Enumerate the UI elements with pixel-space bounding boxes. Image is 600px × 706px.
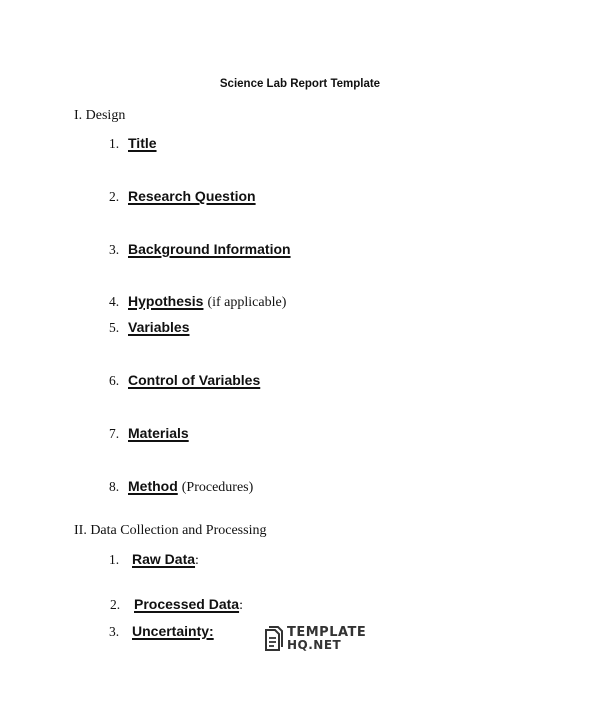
list-item — [109, 550, 199, 570]
watermark-text — [287, 627, 366, 651]
item-note: (Procedures) — [181, 480, 254, 495]
item-number: 4. — [109, 294, 120, 309]
section-heading-design: I. Design — [74, 108, 126, 123]
list-item — [109, 187, 256, 206]
item-label: Processed Data — [134, 596, 240, 612]
list-item — [109, 240, 291, 259]
watermark-logo — [264, 626, 366, 652]
item-label: Research Question — [128, 188, 256, 204]
item-label: Title — [128, 135, 157, 151]
item-number: 2. — [109, 189, 120, 204]
item-number: 1. — [109, 552, 120, 567]
item-number: 5. — [109, 320, 120, 335]
item-label: Variables — [128, 319, 190, 335]
item-label: Raw Data — [132, 551, 196, 567]
list-item — [109, 134, 157, 153]
item-label: Hypothesis — [128, 293, 204, 309]
item-suffix: : — [195, 553, 199, 568]
item-number: 7. — [109, 426, 120, 441]
list-item — [109, 477, 253, 497]
item-label: Uncertainty: — [132, 623, 214, 639]
item-number: 6. — [109, 373, 120, 388]
page-title: Science Lab Report Template — [219, 78, 381, 90]
item-number: 2. — [110, 597, 121, 612]
item-number: 3. — [109, 242, 120, 257]
list-item — [109, 318, 190, 337]
item-label: Control of Variables — [128, 372, 261, 388]
document-icon — [264, 626, 284, 652]
list-item — [109, 622, 214, 641]
item-note: (if applicable) — [207, 295, 287, 310]
list-item — [109, 371, 260, 390]
item-number: 3. — [109, 624, 120, 639]
item-number: 1. — [109, 136, 120, 151]
item-suffix: : — [239, 598, 243, 613]
watermark-line-1: TEMPLATE — [287, 625, 367, 640]
item-label: Method — [128, 478, 178, 494]
item-label: Background Information — [128, 241, 291, 257]
list-item — [109, 292, 286, 312]
section-heading-data-collection: II. Data Collection and Processing — [74, 523, 267, 538]
item-label: Materials — [128, 425, 189, 441]
list-item — [109, 424, 189, 443]
watermark-line-2: HQ.NET — [287, 638, 342, 652]
list-item — [110, 595, 243, 615]
item-number: 8. — [109, 479, 120, 494]
